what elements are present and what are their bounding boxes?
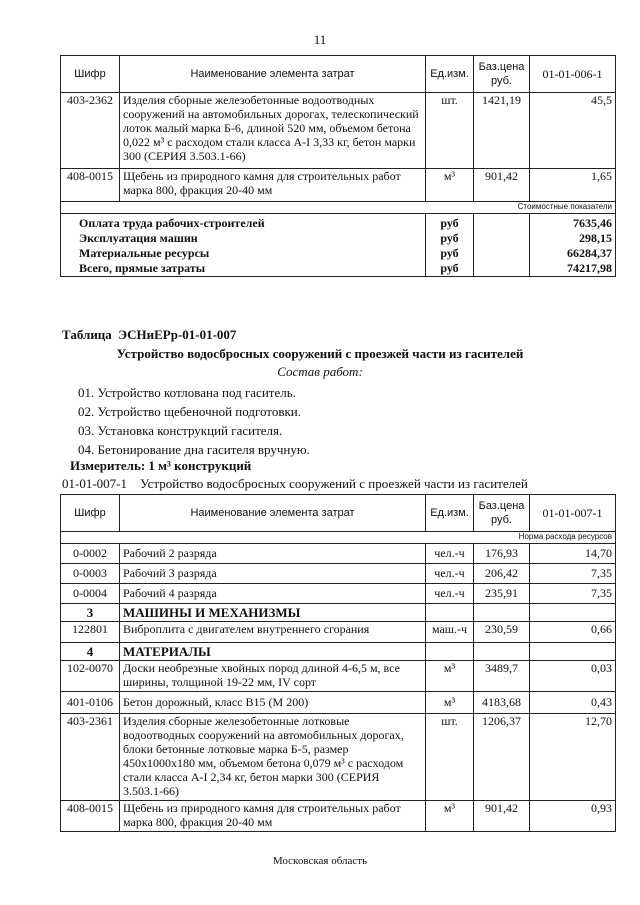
section-title: Устройство водосбросных сооружений с проезжей части из гасителей <box>116 346 524 361</box>
table1-subheader: Стоимостные показатели <box>61 202 616 214</box>
section-row: 4 МАТЕРИАЛЫ <box>61 643 616 661</box>
header-unit: Ед.изм. <box>426 495 474 532</box>
header-code: Шифр <box>61 56 120 93</box>
summary-row: Материальные ресурсы руб 66284,37 <box>61 246 616 261</box>
list-item: 02. Устройство щебеночной подготовки. <box>78 404 301 419</box>
table-row: 401-0106 Бетон дорожный, класс B15 (М 200) м³ 4183,68 0,43 <box>61 692 616 714</box>
header-norm: 01-01-007-1 <box>530 495 616 532</box>
page-number: 11 <box>313 32 327 47</box>
header-code: Шифр <box>61 495 120 532</box>
works-list <box>78 383 310 459</box>
footer: Московская область <box>272 855 368 867</box>
table-row: 408-0015 Щебень из природного камня для строительных работ марка 800, фракция 20-40 мм м³ 901,42 0,93 <box>61 801 616 832</box>
summary-row: Оплата труда рабочих-строителей руб 7635,46 <box>61 214 616 232</box>
cost-table-2 <box>60 494 616 832</box>
section-row: 3 МАШИНЫ И МЕХАНИЗМЫ <box>61 604 616 622</box>
table-row: 122801 Виброплита с двигателем внутреннего сгорания маш.-ч 230,59 0,66 <box>61 622 616 643</box>
cost-table-1 <box>60 55 616 277</box>
list-item: 01. Устройство котлована под гаситель. <box>78 385 296 400</box>
table-label: Таблица ЭСНиЕРр-01-01-007 <box>62 327 237 342</box>
summary-row: Всего, прямые затраты руб 74217,98 <box>61 261 616 277</box>
table-row: 403-2361 Изделия сборные железобетонные лотковые водоотводных сооружений на автомобильных дорогах, блоки бетонные лотковые марка Б-5, размер 450х1000х180 мм, объемом бетона 0,079 м³ с расходом стали класса А-I 2,34 кг, бетон марки 300 (СЕРИЯ 3.503.1-66) шт. 1206,37 12,70 <box>61 714 616 801</box>
header-price: Баз.цена руб. <box>474 56 530 93</box>
header-name: Наименование элемента затрат <box>120 56 426 93</box>
table-row: 0-0002 Рабочий 2 разряда чел.-ч 176,93 14,70 <box>61 544 616 564</box>
header-unit: Ед.изм. <box>426 56 474 93</box>
table-row: 0-0004 Рабочий 4 разряда чел.-ч 235,91 7,35 <box>61 584 616 604</box>
header-name: Наименование элемента затрат <box>120 495 426 532</box>
composition-title: Состав работ: <box>277 364 363 379</box>
list-item: 03. Установка конструкций гасителя. <box>78 423 283 438</box>
table-row: 408-0015 Щебень из природного камня для строительных работ марка 800, фракция 20-40 мм м³ 901,42 1,65 <box>61 169 616 202</box>
table2-subheader: Норма расхода ресурсов <box>61 532 616 544</box>
table-row: 0-0003 Рабочий 3 разряда чел.-ч 206,42 7,35 <box>61 564 616 584</box>
table-row: 403-2362 Изделия сборные железобетонные водоотводных сооружений на автомобильных дорогах, телескопический лоток малый марка Б-6, длиной 520 мм, объемом бетона 0,022 м³ с расходом стали класса А-I 3,33 кг, бетон марки 300 (СЕРИЯ 3.503.1-66) шт. 1421,19 45,5 <box>61 93 616 169</box>
meter-line: Измеритель: 1 м³ конструкций <box>70 458 252 473</box>
header-norm: 01-01-006-1 <box>530 56 616 93</box>
table-row: 102-0070 Доски необрезные хвойных пород длиной 4-6,5 м, все ширины, толщиной 19-22 мм, IV сорт м³ 3489,7 0,03 <box>61 661 616 692</box>
summary-row: Эксплуатация машин руб 298,15 <box>61 231 616 246</box>
list-item: 04. Бетонирование дна гасителя вручную. <box>78 442 310 457</box>
header-price: Баз.цена руб. <box>474 495 530 532</box>
norm-line: 01-01-007-1 Устройство водосбросных сооружений с проезжей части из гасителей <box>62 476 528 491</box>
